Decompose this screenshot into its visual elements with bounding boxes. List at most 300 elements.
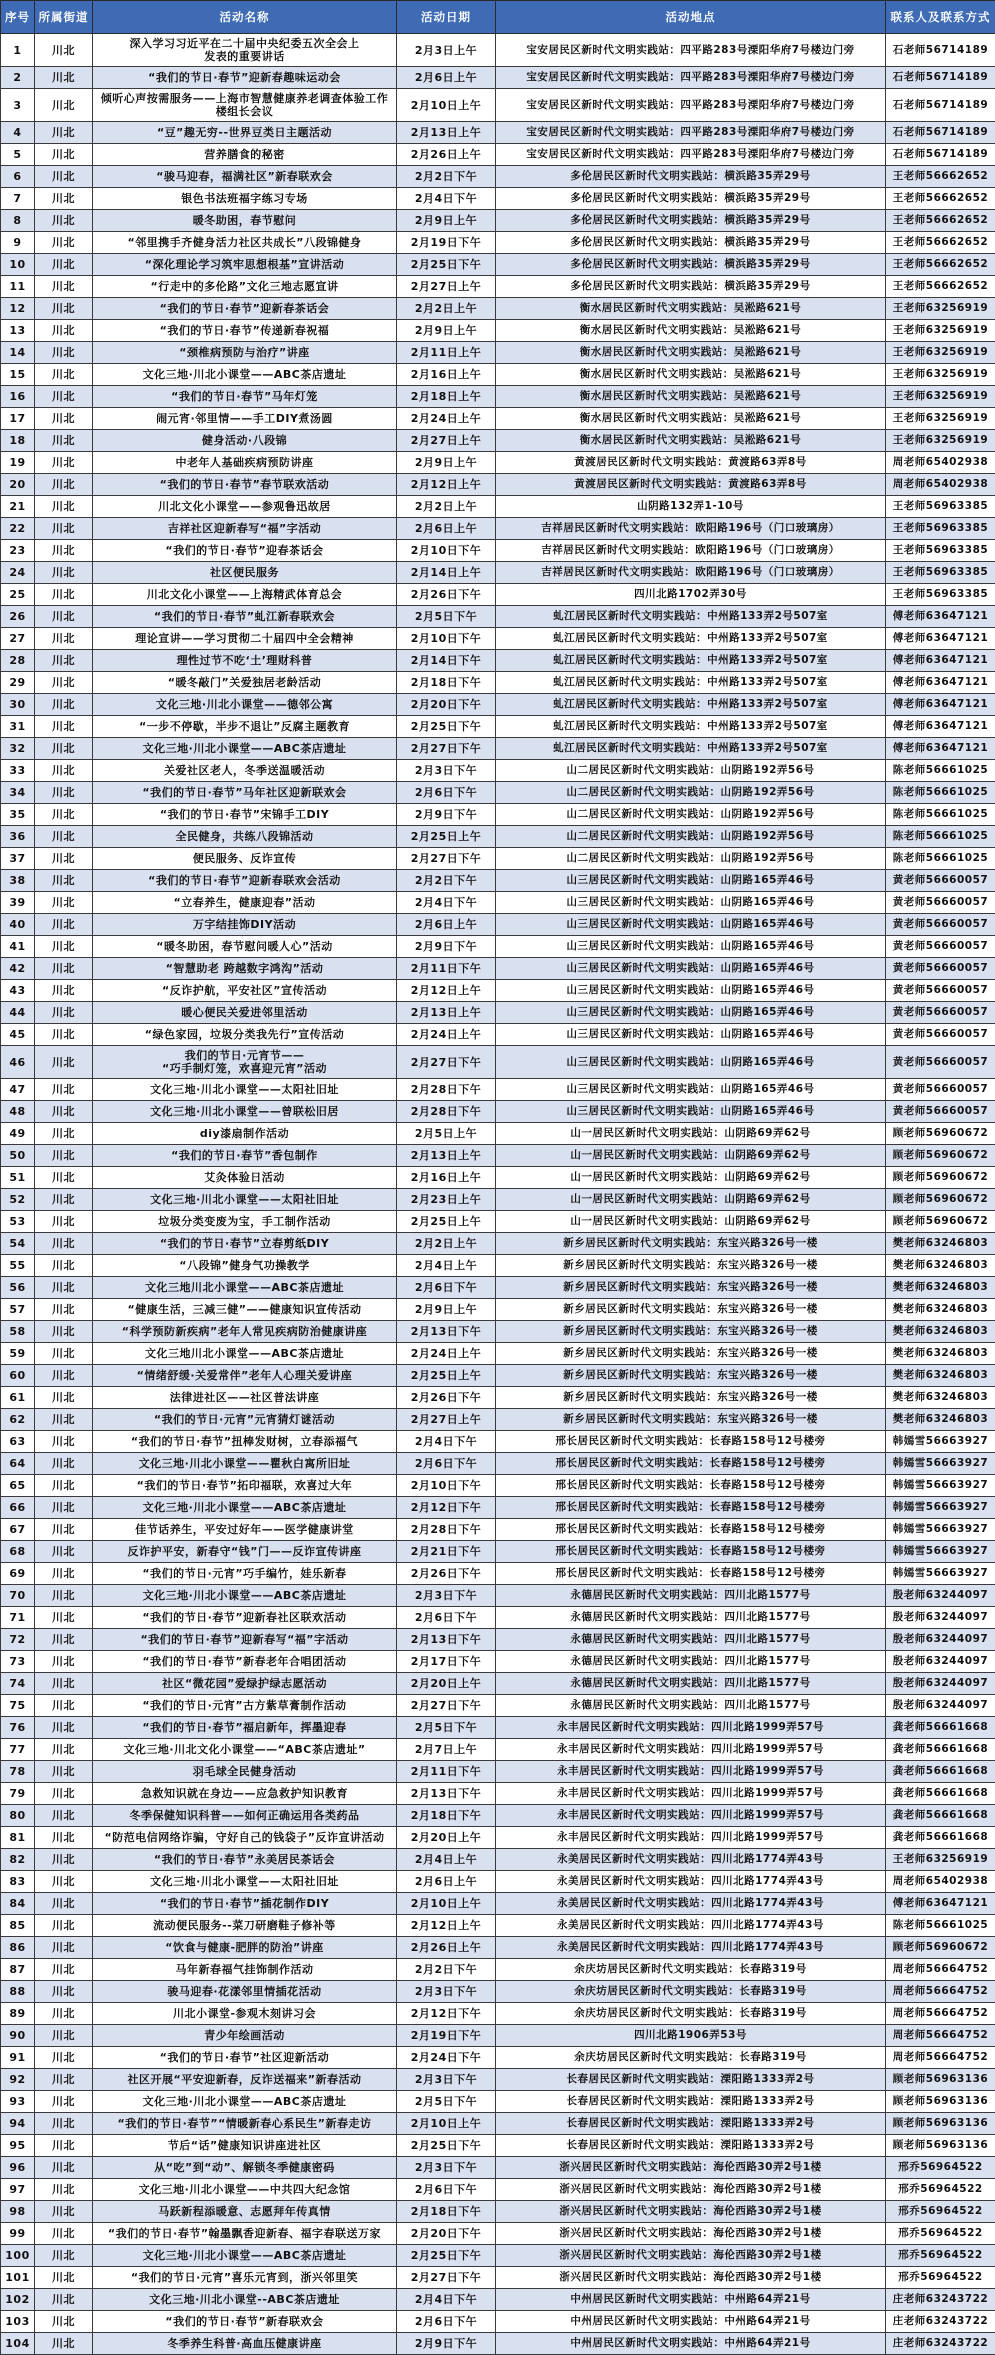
cell-activity-location: 衡水居民区新时代文明实践站：吴淞路621号 — [496, 430, 886, 452]
cell-contact: 王老师56662652 — [886, 254, 995, 276]
cell-index: 95 — [1, 2135, 35, 2157]
cell-street: 川北 — [35, 386, 93, 408]
cell-activity-date: 2月27日上午 — [397, 1409, 496, 1431]
cell-activity-date: 2月24日上午 — [397, 1343, 496, 1365]
cell-activity-location: 邢长居民区新时代文明实践站：长春路158号12号楼旁 — [496, 1519, 886, 1541]
cell-street: 川北 — [35, 1387, 93, 1409]
cell-activity-name: “我们的节日·春节”传递新春祝福 — [93, 320, 397, 342]
table-row — [1, 364, 995, 386]
cell-index: 55 — [1, 1255, 35, 1277]
cell-activity-date: 2月2日上午 — [397, 496, 496, 518]
cell-contact: 王老师63256919 — [886, 342, 995, 364]
cell-street: 川北 — [35, 518, 93, 540]
cell-index: 9 — [1, 232, 35, 254]
cell-activity-date: 2月9日下午 — [397, 804, 496, 826]
cell-contact: 樊老师63246803 — [886, 1233, 995, 1255]
cell-activity-date: 2月10日上午 — [397, 2113, 496, 2135]
cell-contact: 周老师56664752 — [886, 1959, 995, 1981]
cell-activity-date: 2月5日下午 — [397, 606, 496, 628]
cell-street: 川北 — [35, 2047, 93, 2069]
cell-street: 川北 — [35, 1563, 93, 1585]
cell-street: 川北 — [35, 1739, 93, 1761]
cell-street: 川北 — [35, 67, 93, 89]
cell-activity-location: 虬江居民区新时代文明实践站：中州路133弄2号507室 — [496, 694, 886, 716]
table-row — [1, 1431, 995, 1453]
cell-activity-name: 万字结挂饰DIY活动 — [93, 914, 397, 936]
cell-activity-name: “反诈护航，平安社区”宣传活动 — [93, 980, 397, 1002]
table-row — [1, 144, 995, 166]
cell-street: 川北 — [35, 1981, 93, 2003]
cell-index: 48 — [1, 1101, 35, 1123]
cell-activity-location: 四川北路1906弄53号 — [496, 2025, 886, 2047]
cell-activity-name: 理论宣讲——学习贯彻二十届四中全会精神 — [93, 628, 397, 650]
cell-activity-name: 便民服务、反诈宣传 — [93, 848, 397, 870]
table-row — [1, 474, 995, 496]
cell-index: 58 — [1, 1321, 35, 1343]
cell-activity-name: 川北文化小课堂——上海精武体育总会 — [93, 584, 397, 606]
cell-activity-location: 黄渡居民区新时代文明实践站：黄渡路63弄8号 — [496, 452, 886, 474]
cell-index: 18 — [1, 430, 35, 452]
cell-activity-date: 2月14日上午 — [397, 562, 496, 584]
cell-street: 川北 — [35, 936, 93, 958]
table-row — [1, 342, 995, 364]
cell-index: 92 — [1, 2069, 35, 2091]
cell-street: 川北 — [35, 320, 93, 342]
cell-activity-name: 社区开展“平安迎新春，反诈送福来”新春活动 — [93, 2069, 397, 2091]
cell-activity-date: 2月4日下午 — [397, 892, 496, 914]
table-row — [1, 496, 995, 518]
cell-index: 79 — [1, 1783, 35, 1805]
cell-contact: 邢乔56964522 — [886, 2267, 995, 2289]
cell-activity-location: 永德居民区新时代文明实践站：四川北路1577号 — [496, 1629, 886, 1651]
cell-index: 51 — [1, 1167, 35, 1189]
cell-index: 57 — [1, 1299, 35, 1321]
cell-activity-name: 银色书法班福字练习专场 — [93, 188, 397, 210]
cell-street: 川北 — [35, 2289, 93, 2311]
cell-contact: 龚老师56661668 — [886, 1783, 995, 1805]
cell-index: 101 — [1, 2267, 35, 2289]
cell-index: 46 — [1, 1046, 35, 1079]
cell-index: 88 — [1, 1981, 35, 2003]
cell-contact: 黄老师56660057 — [886, 958, 995, 980]
table-row — [1, 1761, 995, 1783]
cell-activity-name: 冬季养生科普·高血压健康讲座 — [93, 2333, 397, 2355]
cell-index: 86 — [1, 1937, 35, 1959]
cell-street: 川北 — [35, 166, 93, 188]
cell-index: 104 — [1, 2333, 35, 2355]
cell-contact: 顾老师56963136 — [886, 2091, 995, 2113]
cell-activity-date: 2月6日下午 — [397, 1453, 496, 1475]
cell-index: 78 — [1, 1761, 35, 1783]
table-row — [1, 276, 995, 298]
cell-street: 川北 — [35, 89, 93, 122]
cell-contact: 顾老师56960672 — [886, 1123, 995, 1145]
cell-street: 川北 — [35, 210, 93, 232]
cell-contact: 邢乔56964522 — [886, 2179, 995, 2201]
cell-activity-location: 新乡居民区新时代文明实践站：东宝兴路326号一楼 — [496, 1233, 886, 1255]
cell-street: 川北 — [35, 474, 93, 496]
cell-activity-location: 山三居民区新时代文明实践站：山阴路165弄46号 — [496, 1046, 886, 1079]
table-row — [1, 584, 995, 606]
table-row — [1, 518, 995, 540]
cell-activity-date: 2月4日下午 — [397, 1431, 496, 1453]
cell-contact: 黄老师56660057 — [886, 1046, 995, 1079]
cell-street: 川北 — [35, 1827, 93, 1849]
cell-street: 川北 — [35, 408, 93, 430]
cell-activity-date: 2月28日下午 — [397, 1101, 496, 1123]
cell-index: 60 — [1, 1365, 35, 1387]
cell-activity-date: 2月20日上午 — [397, 1827, 496, 1849]
cell-activity-location: 宝安居民区新时代文明实践站：四平路283号溧阳华府7号楼边门旁 — [496, 67, 886, 89]
cell-street: 川北 — [35, 2179, 93, 2201]
cell-street: 川北 — [35, 1365, 93, 1387]
cell-activity-name: 闹元宵·邻里情——手工DIY煮汤圆 — [93, 408, 397, 430]
table-row — [1, 210, 995, 232]
cell-activity-location: 永美居民区新时代文明实践站：四川北路1774弄43号 — [496, 1937, 886, 1959]
cell-activity-name: “豆”趣无穷--世界豆类日主题活动 — [93, 122, 397, 144]
cell-street: 川北 — [35, 2245, 93, 2267]
table-row — [1, 848, 995, 870]
cell-activity-location: 山三居民区新时代文明实践站：山阴路165弄46号 — [496, 1101, 886, 1123]
cell-index: 44 — [1, 1002, 35, 1024]
cell-activity-name: “饮食与健康-肥胖的防治”讲座 — [93, 1937, 397, 1959]
cell-activity-date: 2月12日上午 — [397, 980, 496, 1002]
cell-contact: 黄老师56660057 — [886, 1024, 995, 1046]
table-row — [1, 694, 995, 716]
cell-index: 38 — [1, 870, 35, 892]
table-row — [1, 188, 995, 210]
cell-activity-date: 2月27日上午 — [397, 276, 496, 298]
cell-activity-location: 长春居民区新时代文明实践站：溧阳路1333弄2号 — [496, 2069, 886, 2091]
cell-activity-date: 2月6日上午 — [397, 1871, 496, 1893]
cell-index: 64 — [1, 1453, 35, 1475]
cell-contact: 王老师56662652 — [886, 210, 995, 232]
cell-index: 2 — [1, 67, 35, 89]
cell-activity-date: 2月3日上午 — [397, 34, 496, 67]
cell-street: 川北 — [35, 1915, 93, 1937]
cell-street: 川北 — [35, 2113, 93, 2135]
cell-activity-location: 山二居民区新时代文明实践站：山阴路192弄56号 — [496, 848, 886, 870]
cell-street: 川北 — [35, 1849, 93, 1871]
cell-contact: 王老师56662652 — [886, 276, 995, 298]
cell-activity-name: 文化三地·川北小课堂--ABC茶店遗址 — [93, 2289, 397, 2311]
cell-contact: 陈老师56661025 — [886, 782, 995, 804]
header-row — [1, 1, 995, 34]
cell-index: 71 — [1, 1607, 35, 1629]
cell-activity-location: 新乡居民区新时代文明实践站：东宝兴路326号一楼 — [496, 1343, 886, 1365]
cell-street: 川北 — [35, 254, 93, 276]
table-row — [1, 1937, 995, 1959]
cell-contact: 周老师56664752 — [886, 2047, 995, 2069]
cell-street: 川北 — [35, 2267, 93, 2289]
cell-contact: 顾老师56960672 — [886, 1167, 995, 1189]
cell-index: 62 — [1, 1409, 35, 1431]
cell-street: 川北 — [35, 650, 93, 672]
cell-index: 76 — [1, 1717, 35, 1739]
cell-index: 61 — [1, 1387, 35, 1409]
cell-contact: 殷老师63244097 — [886, 1651, 995, 1673]
cell-activity-location: 虬江居民区新时代文明实践站：中州路133弄2号507室 — [496, 650, 886, 672]
cell-index: 75 — [1, 1695, 35, 1717]
cell-index: 27 — [1, 628, 35, 650]
cell-contact: 樊老师63246803 — [886, 1365, 995, 1387]
cell-activity-name: “我们的节日·春节”永美居民茶话会 — [93, 1849, 397, 1871]
cell-activity-location: 浙兴居民区新时代文明实践站：海伦西路30弄2号1楼 — [496, 2245, 886, 2267]
cell-street: 川北 — [35, 1277, 93, 1299]
cell-activity-date: 2月9日上午 — [397, 210, 496, 232]
cell-street: 川北 — [35, 430, 93, 452]
cell-index: 41 — [1, 936, 35, 958]
cell-street: 川北 — [35, 716, 93, 738]
cell-street: 川北 — [35, 1123, 93, 1145]
cell-activity-location: 山三居民区新时代文明实践站：山阴路165弄46号 — [496, 914, 886, 936]
cell-activity-date: 2月20日下午 — [397, 694, 496, 716]
cell-activity-date: 2月13日下午 — [397, 1783, 496, 1805]
cell-activity-name: “智慧助老 跨越数字鸿沟”活动 — [93, 958, 397, 980]
table-row — [1, 1519, 995, 1541]
table-row — [1, 1805, 995, 1827]
cell-activity-location: 浙兴居民区新时代文明实践站：海伦西路30弄2号1楼 — [496, 2179, 886, 2201]
table-row — [1, 1695, 995, 1717]
cell-index: 91 — [1, 2047, 35, 2069]
cell-activity-date: 2月27日上午 — [397, 430, 496, 452]
cell-activity-date: 2月6日上午 — [397, 67, 496, 89]
cell-contact: 王老师63256919 — [886, 364, 995, 386]
cell-index: 50 — [1, 1145, 35, 1167]
cell-index: 59 — [1, 1343, 35, 1365]
cell-contact: 黄老师56660057 — [886, 870, 995, 892]
cell-activity-date: 2月26日上午 — [397, 1937, 496, 1959]
cell-activity-date: 2月10日下午 — [397, 1475, 496, 1497]
cell-activity-name: 川北文化小课堂——参观鲁迅故居 — [93, 496, 397, 518]
cell-index: 14 — [1, 342, 35, 364]
table-row — [1, 1046, 995, 1079]
cell-activity-name: “我们的节日·春节”插花制作DIY — [93, 1893, 397, 1915]
cell-activity-location: 山二居民区新时代文明实践站：山阴路192弄56号 — [496, 760, 886, 782]
table-row — [1, 1145, 995, 1167]
cell-street: 川北 — [35, 1519, 93, 1541]
table-row — [1, 1629, 995, 1651]
cell-contact: 傅老师63647121 — [886, 628, 995, 650]
table-row — [1, 1409, 995, 1431]
cell-contact: 韩嫣雪56663927 — [886, 1519, 995, 1541]
cell-activity-location: 吉祥居民区新时代文明实践站：欧阳路196号（门口玻璃房） — [496, 518, 886, 540]
cell-street: 川北 — [35, 958, 93, 980]
cell-street: 川北 — [35, 1673, 93, 1695]
cell-activity-name: “八段锦”健身气功操教学 — [93, 1255, 397, 1277]
table-row — [1, 430, 995, 452]
cell-activity-date: 2月18日下午 — [397, 2201, 496, 2223]
cell-activity-location: 新乡居民区新时代文明实践站：东宝兴路326号一楼 — [496, 1409, 886, 1431]
cell-activity-location: 新乡居民区新时代文明实践站：东宝兴路326号一楼 — [496, 1277, 886, 1299]
cell-contact: 顾老师56960672 — [886, 1145, 995, 1167]
cell-activity-name: 社区便民服务 — [93, 562, 397, 584]
cell-activity-location: 永丰居民区新时代文明实践站：四川北路1999弄57号 — [496, 1827, 886, 1849]
cell-street: 川北 — [35, 1651, 93, 1673]
cell-contact: 顾老师56960672 — [886, 1189, 995, 1211]
cell-contact: 邢乔56964522 — [886, 2245, 995, 2267]
table-row — [1, 1079, 995, 1101]
cell-activity-date: 2月25日下午 — [397, 254, 496, 276]
cell-contact: 傅老师63647121 — [886, 694, 995, 716]
cell-activity-date: 2月25日上午 — [397, 1365, 496, 1387]
cell-contact: 王老师63256919 — [886, 386, 995, 408]
table-row — [1, 89, 995, 122]
cell-index: 87 — [1, 1959, 35, 1981]
cell-street: 川北 — [35, 188, 93, 210]
cell-activity-date: 2月21日下午 — [397, 1541, 496, 1563]
cell-street: 川北 — [35, 628, 93, 650]
cell-activity-name: “我们的节日·元宵”巧手编竹，娃乐新春 — [93, 1563, 397, 1585]
cell-contact: 顾老师56963136 — [886, 2069, 995, 2091]
cell-activity-location: 宝安居民区新时代文明实践站：四平路283号溧阳华府7号楼边门旁 — [496, 34, 886, 67]
cell-index: 21 — [1, 496, 35, 518]
cell-index: 72 — [1, 1629, 35, 1651]
table-row — [1, 1959, 995, 1981]
cell-index: 40 — [1, 914, 35, 936]
cell-contact: 周老师56664752 — [886, 2003, 995, 2025]
cell-street: 川北 — [35, 452, 93, 474]
cell-activity-date: 2月24日上午 — [397, 408, 496, 430]
cell-activity-date: 2月6日下午 — [397, 2311, 496, 2333]
cell-contact: 韩嫣雪56663927 — [886, 1563, 995, 1585]
cell-street: 川北 — [35, 34, 93, 67]
cell-street: 川北 — [35, 1761, 93, 1783]
cell-activity-name: “我们的节日·春节”迎春茶话会 — [93, 540, 397, 562]
cell-contact: 韩嫣雪56663927 — [886, 1541, 995, 1563]
cell-contact: 殷老师63244097 — [886, 1607, 995, 1629]
cell-contact: 龚老师56661668 — [886, 1805, 995, 1827]
cell-contact: 周老师65402938 — [886, 452, 995, 474]
table-row — [1, 892, 995, 914]
table-row — [1, 1365, 995, 1387]
cell-index: 49 — [1, 1123, 35, 1145]
cell-activity-date: 2月3日下午 — [397, 2157, 496, 2179]
cell-activity-date: 2月16日上午 — [397, 1167, 496, 1189]
cell-activity-location: 虬江居民区新时代文明实践站：中州路133弄2号507室 — [496, 628, 886, 650]
cell-activity-location: 吉祥居民区新时代文明实践站：欧阳路196号（门口玻璃房） — [496, 540, 886, 562]
cell-activity-name: “我们的节日·元宵”喜乐元宵到，浙兴邻里笑 — [93, 2267, 397, 2289]
cell-index: 33 — [1, 760, 35, 782]
cell-street: 川北 — [35, 848, 93, 870]
table-row — [1, 936, 995, 958]
cell-activity-location: 山三居民区新时代文明实践站：山阴路165弄46号 — [496, 870, 886, 892]
cell-activity-name: 节后“话”健康知识讲座进社区 — [93, 2135, 397, 2157]
cell-street: 川北 — [35, 540, 93, 562]
cell-street: 川北 — [35, 232, 93, 254]
cell-activity-name: “健康生活，三减三健”——健康知识宣传活动 — [93, 1299, 397, 1321]
table-row — [1, 2201, 995, 2223]
cell-activity-location: 永丰居民区新时代文明实践站：四川北路1999弄57号 — [496, 1739, 886, 1761]
cell-index: 15 — [1, 364, 35, 386]
table-row — [1, 2113, 995, 2135]
cell-activity-name: 文化三地·川北小课堂——ABC茶店遗址 — [93, 2091, 397, 2113]
cell-street: 川北 — [35, 914, 93, 936]
cell-street: 川北 — [35, 1046, 93, 1079]
header-index: 序号 — [1, 1, 35, 34]
cell-activity-name: “我们的节日·春节”宋锦手工DIY — [93, 804, 397, 826]
table-row — [1, 562, 995, 584]
cell-index: 31 — [1, 716, 35, 738]
cell-street: 川北 — [35, 1233, 93, 1255]
cell-index: 1 — [1, 34, 35, 67]
cell-contact: 周老师56664752 — [886, 1981, 995, 2003]
cell-street: 川北 — [35, 606, 93, 628]
cell-index: 82 — [1, 1849, 35, 1871]
cell-contact: 石老师56714189 — [886, 89, 995, 122]
cell-activity-date: 2月26日下午 — [397, 584, 496, 606]
cell-activity-location: 邢长居民区新时代文明实践站：长春路158号12号楼旁 — [496, 1453, 886, 1475]
cell-activity-location: 衡水居民区新时代文明实践站：吴淞路621号 — [496, 386, 886, 408]
cell-index: 3 — [1, 89, 35, 122]
cell-index: 36 — [1, 826, 35, 848]
cell-activity-location: 邢长居民区新时代文明实践站：长春路158号12号楼旁 — [496, 1431, 886, 1453]
table-row — [1, 1981, 995, 2003]
cell-activity-name: 文化三地·川北文化小课堂——“ABC茶店遗址” — [93, 1739, 397, 1761]
cell-street: 川北 — [35, 1189, 93, 1211]
cell-index: 96 — [1, 2157, 35, 2179]
cell-activity-location: 衡水居民区新时代文明实践站：吴淞路621号 — [496, 364, 886, 386]
cell-street: 川北 — [35, 1211, 93, 1233]
table-row — [1, 386, 995, 408]
cell-activity-location: 山三居民区新时代文明实践站：山阴路165弄46号 — [496, 892, 886, 914]
cell-index: 74 — [1, 1673, 35, 1695]
table-row — [1, 2047, 995, 2069]
cell-contact: 王老师56963385 — [886, 584, 995, 606]
cell-index: 17 — [1, 408, 35, 430]
cell-index: 16 — [1, 386, 35, 408]
cell-activity-date: 2月18日下午 — [397, 672, 496, 694]
cell-street: 川北 — [35, 1783, 93, 1805]
cell-activity-location: 多伦居民区新时代文明实践站：横浜路35弄29号 — [496, 188, 886, 210]
cell-activity-date: 2月12日上午 — [397, 474, 496, 496]
table-row — [1, 1387, 995, 1409]
cell-activity-name: “绿色家园，垃圾分类我先行”宣传活动 — [93, 1024, 397, 1046]
cell-street: 川北 — [35, 584, 93, 606]
cell-contact: 陈老师56661025 — [886, 1915, 995, 1937]
cell-activity-name: “我们的节日·春节”迎新春社区联欢活动 — [93, 1607, 397, 1629]
cell-activity-date: 2月13日上午 — [397, 122, 496, 144]
cell-index: 7 — [1, 188, 35, 210]
cell-contact: 王老师56963385 — [886, 562, 995, 584]
cell-activity-name: “我们的节日·春节”迎新春茶话会 — [93, 298, 397, 320]
cell-activity-name: “科学预防新疾病”老年人常见疾病防治健康讲座 — [93, 1321, 397, 1343]
cell-activity-date: 2月5日上午 — [397, 1123, 496, 1145]
cell-activity-date: 2月4日上午 — [397, 1255, 496, 1277]
cell-activity-date: 2月18日上午 — [397, 386, 496, 408]
cell-index: 81 — [1, 1827, 35, 1849]
cell-activity-date: 2月2日下午 — [397, 870, 496, 892]
cell-activity-date: 2月6日下午 — [397, 2179, 496, 2201]
cell-activity-name: 文化三地·川北小课堂——太阳社旧址 — [93, 1189, 397, 1211]
cell-activity-name: 中老年人基础疾病预防讲座 — [93, 452, 397, 474]
cell-index: 19 — [1, 452, 35, 474]
cell-contact: 庄老师63243722 — [886, 2333, 995, 2355]
cell-activity-location: 衡水居民区新时代文明实践站：吴淞路621号 — [496, 298, 886, 320]
cell-activity-location: 浙兴居民区新时代文明实践站：海伦西路30弄2号1楼 — [496, 2223, 886, 2245]
cell-index: 35 — [1, 804, 35, 826]
cell-activity-name: 艾灸体验日活动 — [93, 1167, 397, 1189]
table-row — [1, 1849, 995, 1871]
cell-activity-date: 2月24日上午 — [397, 1024, 496, 1046]
table-row — [1, 1827, 995, 1849]
cell-street: 川北 — [35, 694, 93, 716]
cell-street: 川北 — [35, 2069, 93, 2091]
cell-index: 4 — [1, 122, 35, 144]
table-row — [1, 716, 995, 738]
cell-street: 川北 — [35, 870, 93, 892]
cell-contact: 王老师56963385 — [886, 540, 995, 562]
